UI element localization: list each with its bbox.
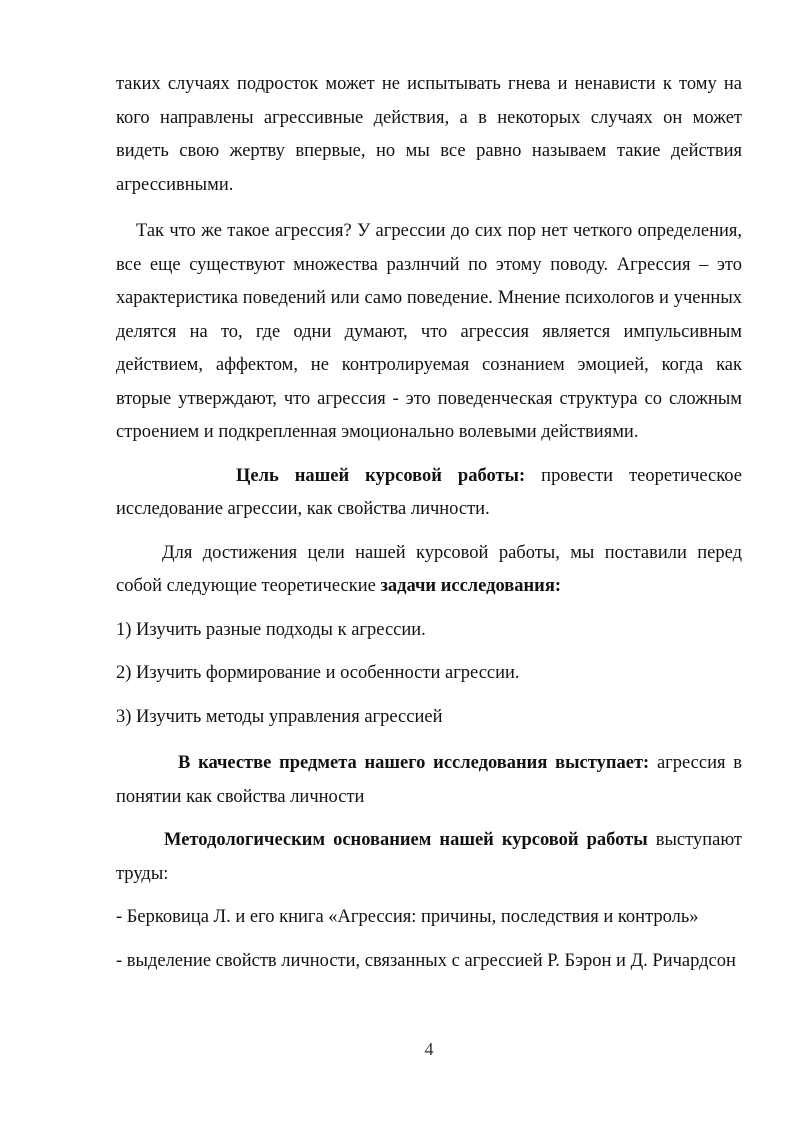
task-item-1: 1) Изучить разные подходы к агрессии.	[116, 619, 426, 640]
subject-text: агрессия в понятии как свойства личности	[116, 753, 742, 807]
paragraph-research-subject	[116, 747, 742, 814]
methodology-text: выступают труды:	[116, 830, 742, 884]
goal-text: провести теоретическое исследование агрессии, как свойства личности.	[116, 465, 742, 519]
subject-heading: В качестве предмета нашего исследования выступает:	[178, 753, 650, 773]
paragraph-aggression-definition: Так что же такое агрессия? У агрессии до сих пор нет четкого определения, все еще существуют множества разлнчий по этому поводу. Агрессия – это характеристика поведений или само поведение. Мнение психологов и ученных делятся на то, где одни думают, что агрессия является импульсивным действием, аффектом, не контролируемая сознанием эмоцией, когда как вторые утверждают, что агрессия - это поведенческая структура со сложным строением и подкрепленная эмоционально волевыми действиями.	[116, 221, 742, 442]
methodology-heading: Методологическим основанием нашей курсовой работы	[164, 830, 648, 850]
reference-item-1: - Берковица Л. и его книга «Агрессия: причины, последствия и контроль»	[116, 907, 699, 927]
goal-heading: Цель нашей курсовой работы:	[236, 465, 526, 486]
paragraph-intro-continuation: таких случаях подросток может не испытывать гнева и ненависти к тому на кого направлены агрессивные действия, а в некоторых случаях он может видеть свою жертву впервые, но мы все равно называем такие действия агрессивными.	[116, 74, 742, 195]
paragraph-methodology	[116, 824, 742, 891]
page-number: 4	[424, 1039, 434, 1059]
tasks-heading: задачи исследования:	[380, 576, 562, 596]
tasks-text: Для достижения цели нашей курсовой работы, мы поставили перед собой следующие теоретические	[116, 542, 742, 596]
task-item-2: 2) Изучить формирование и особенности агрессии.	[116, 663, 520, 683]
paragraph-tasks	[116, 537, 742, 604]
task-item-3: 3) Изучить методы управления агрессией	[116, 706, 443, 727]
paragraph-goal	[116, 460, 742, 527]
document-body	[116, 68, 742, 978]
reference-item-2: - выделение свойств личности, связанных с агрессией Р. Бэрон и Д. Ричардсон	[116, 950, 736, 971]
